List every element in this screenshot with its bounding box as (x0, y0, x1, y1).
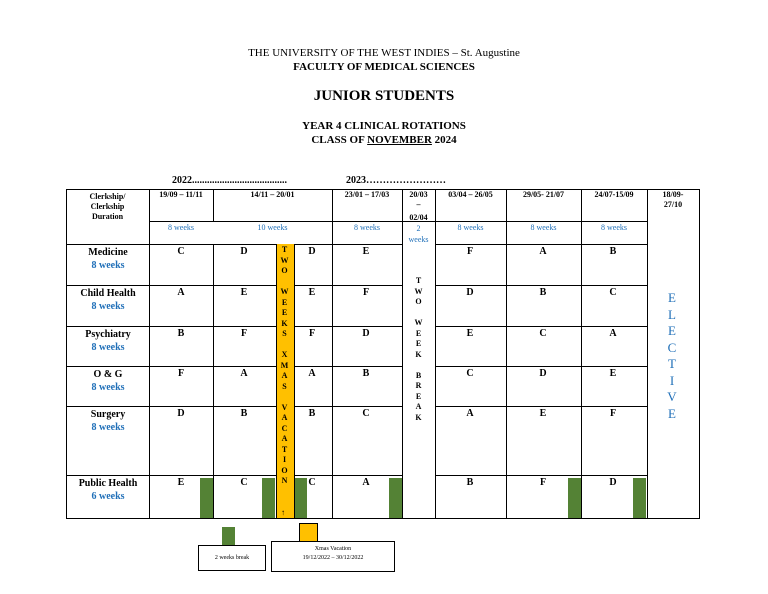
rotation-cell: D (240, 246, 248, 257)
rotation-cell: C (539, 328, 547, 339)
vertical-letter: S (282, 381, 287, 391)
rotation-cell: B (609, 246, 617, 257)
vertical-letter: K (415, 349, 422, 359)
vertical-letter: M (280, 360, 289, 370)
year-2022-label: 2022...................................... (172, 175, 287, 186)
period-header: 19/09 – 11/11 (159, 190, 203, 199)
rotation-cell: B (308, 408, 316, 419)
corner-label-3: Duration (91, 212, 124, 221)
rotation-cell: D (308, 246, 316, 257)
vertical-letter: T (281, 245, 288, 254)
row-duration: 8 weeks (91, 382, 125, 393)
break-block (262, 478, 275, 518)
corner-label-2: Clerkship (90, 202, 125, 211)
rotation-cell: B (466, 477, 474, 488)
row-duration: 8 weeks (91, 342, 125, 353)
rotation-cell: F (240, 328, 248, 339)
rotation-cell: E (240, 287, 248, 298)
row-line (435, 285, 647, 286)
table-border-bottom (66, 518, 699, 519)
row-child-health (66, 287, 150, 313)
vertical-letter: O (415, 297, 422, 306)
row-line (435, 366, 647, 367)
vertical-letter: A (281, 413, 288, 422)
elective-text (657, 290, 687, 422)
arrow-up-icon: ↑ (281, 508, 285, 517)
rotation-cell: D (539, 368, 547, 379)
row-line (293, 366, 402, 367)
period-header-elective (647, 190, 699, 210)
vertical-letter: C (281, 423, 288, 433)
legend-xmas (271, 541, 395, 572)
vertical-letter: T (281, 444, 288, 454)
university-name: THE UNIVERSITY OF THE WEST INDIES – St. Augustine (248, 47, 520, 59)
break-block (294, 478, 307, 518)
vertical-letter: O (281, 266, 288, 275)
duration-label: 10 weeks (257, 223, 288, 232)
row-name: Psychiatry (85, 329, 131, 340)
vertical-letter: W (280, 287, 289, 296)
rotation-cell: A (466, 408, 474, 419)
period-header: 29/05- 21/07 (522, 190, 565, 199)
duration-label: 8 weeks (168, 223, 194, 232)
rotation-cell: C (362, 408, 370, 419)
vertical-letter: X (281, 350, 288, 359)
row-line (66, 285, 276, 286)
duration-label-break (402, 223, 435, 245)
vertical-letter: E (415, 391, 422, 401)
col-line (66, 189, 67, 519)
rotation-cell: D (177, 408, 185, 419)
vertical-letter: W (414, 286, 423, 296)
col-line (332, 189, 333, 519)
vertical-letter: A (281, 371, 288, 380)
row-line (293, 406, 402, 407)
break-period-end: 02/04 (409, 213, 428, 222)
col-line (581, 189, 582, 519)
rotation-cell: E (466, 328, 474, 339)
row-line (293, 475, 402, 476)
header-divider (149, 221, 647, 222)
legend-break: 2 weeks break (198, 545, 266, 571)
row-line (66, 244, 402, 245)
row-line (435, 406, 647, 407)
row-public-health (66, 477, 150, 503)
xmas-vacation-text (276, 245, 293, 487)
vertical-letter: W (280, 255, 289, 265)
elective-period-end: 27/10 (663, 200, 683, 209)
vertical-letter: W (414, 318, 423, 327)
faculty-name: FACULTY OF MEDICAL SCIENCES (293, 61, 475, 73)
break-period-start: 20/03 (409, 190, 428, 199)
col-line (699, 189, 700, 519)
row-line (293, 326, 402, 327)
vertical-letter: V (667, 389, 677, 404)
elective-period-start: 18/09- (662, 190, 684, 199)
col-line (213, 244, 214, 519)
duration-label: 8 weeks (354, 223, 380, 232)
period-header: 24/07-15/09 (594, 190, 634, 199)
period-header: 14/11 – 20/01 (250, 190, 295, 199)
row-line (435, 326, 647, 327)
break-duration-unit: weeks (408, 235, 429, 244)
rotation-cell: C (609, 287, 617, 298)
rotation-cell: C (308, 477, 316, 488)
legend-break-swatch (222, 527, 235, 545)
vertical-letter (402, 360, 435, 371)
vertical-letter: O (281, 465, 288, 475)
rotation-cell: B (240, 408, 248, 419)
rotation-cell: E (539, 408, 547, 419)
vertical-letter (402, 308, 435, 319)
legend-xmas-dates: 19/12/2022 – 30/12/2022 (302, 555, 364, 561)
vertical-letter: I (282, 455, 287, 464)
vertical-letter: A (281, 434, 288, 443)
rotation-cell: F (466, 246, 474, 257)
row-line (66, 406, 276, 407)
rotation-cell: D (362, 328, 370, 339)
rotation-cell: B (362, 368, 370, 379)
vertical-letter (276, 340, 293, 351)
vertical-letter: V (281, 402, 288, 412)
vertical-letter: C (667, 339, 677, 355)
row-duration: 6 weeks (91, 491, 125, 502)
two-week-break-text (402, 276, 435, 423)
break-block (200, 478, 213, 518)
row-og (66, 368, 150, 394)
rotation-subtitle: YEAR 4 CLINICAL ROTATIONS (302, 120, 466, 132)
rotation-cell: F (177, 368, 185, 379)
row-duration: 8 weeks (91, 301, 125, 312)
vertical-letter: T (668, 356, 676, 371)
row-line (435, 244, 647, 245)
rotation-cell: D (466, 287, 474, 298)
vertical-letter: L (668, 306, 676, 322)
rotation-cell: A (177, 287, 185, 298)
rotation-cell: E (609, 368, 617, 379)
year-2023-label: 2023…………………… (346, 175, 446, 186)
vertical-letter: A (415, 402, 422, 411)
vertical-letter: E (668, 323, 676, 338)
duration-label: 8 weeks (530, 223, 557, 232)
vertical-letter: K (281, 318, 288, 328)
rotation-cell: E (362, 246, 370, 257)
rotation-cell: A (240, 368, 248, 379)
row-line (66, 475, 276, 476)
rotation-cell: F (539, 477, 547, 488)
row-name: Public Health (78, 478, 138, 489)
row-line (66, 366, 276, 367)
rotation-cell: B (539, 287, 547, 298)
col-line (149, 189, 150, 519)
period-header-break (402, 190, 435, 210)
row-surgery (66, 408, 150, 434)
vertical-letter: K (415, 412, 422, 422)
col-line (435, 189, 436, 519)
row-medicine (66, 246, 150, 272)
vertical-letter: B (415, 370, 422, 380)
rotation-cell: C (466, 368, 474, 379)
page-title: JUNIOR STUDENTS (313, 88, 455, 104)
class-month: NOVEMBER (367, 134, 432, 146)
rotation-cell: E (177, 477, 185, 488)
rotation-cell: A (539, 246, 547, 257)
row-name: Medicine (88, 247, 128, 258)
row-line (66, 326, 276, 327)
rotation-cell: D (609, 477, 617, 488)
class-year: 2024 (431, 134, 457, 146)
row-psychiatry (66, 328, 150, 354)
vertical-letter: E (415, 328, 422, 338)
rotation-cell: F (362, 287, 370, 298)
rotation-cell: C (177, 246, 185, 257)
rotation-cell: F (609, 408, 617, 419)
vertical-letter: R (415, 381, 422, 390)
corner-label (66, 192, 149, 222)
vertical-letter: I (669, 372, 675, 388)
vertical-letter: E (281, 308, 288, 317)
row-line (293, 285, 402, 286)
vertical-letter: N (281, 476, 288, 485)
legend-xmas-swatch (299, 523, 318, 542)
row-duration: 8 weeks (91, 422, 125, 433)
row-name: Child Health (80, 288, 136, 299)
rotation-cell: A (609, 328, 617, 339)
vertical-letter (276, 392, 293, 403)
break-period-dash: – (416, 200, 421, 209)
duration-label: 8 weeks (601, 223, 627, 232)
duration-label: 8 weeks (457, 223, 484, 232)
break-block (389, 478, 402, 518)
rotation-cell: A (362, 477, 370, 488)
rotation-cell: E (308, 287, 316, 298)
class-subtitle (0, 134, 768, 146)
class-prefix: CLASS OF (311, 134, 368, 146)
break-duration-num: 2 (416, 224, 421, 233)
legend-xmas-title: Xmas Vacation (314, 546, 352, 552)
row-name: Surgery (90, 409, 126, 420)
corner-label-1: Clerkship/ (89, 192, 126, 201)
vertical-letter: E (668, 290, 676, 305)
row-duration: 8 weeks (91, 260, 125, 271)
row-name: O & G (93, 369, 123, 380)
period-header: 23/01 – 17/03 (344, 190, 390, 199)
break-block (633, 478, 646, 518)
col-line (647, 189, 648, 519)
rotation-cell: C (240, 477, 248, 488)
break-block (568, 478, 581, 518)
vertical-letter: E (415, 339, 422, 348)
rotation-cell: F (308, 328, 316, 339)
col-line (506, 189, 507, 519)
vertical-letter: E (281, 297, 288, 307)
rotation-cell: B (177, 328, 185, 339)
vertical-letter: T (415, 276, 422, 285)
rotation-cell: A (308, 368, 316, 379)
period-header: 03/04 – 26/05 (448, 190, 493, 199)
vertical-letter: S (282, 329, 287, 338)
row-line (435, 475, 647, 476)
vertical-letter: E (668, 405, 676, 421)
vertical-letter (276, 277, 293, 288)
